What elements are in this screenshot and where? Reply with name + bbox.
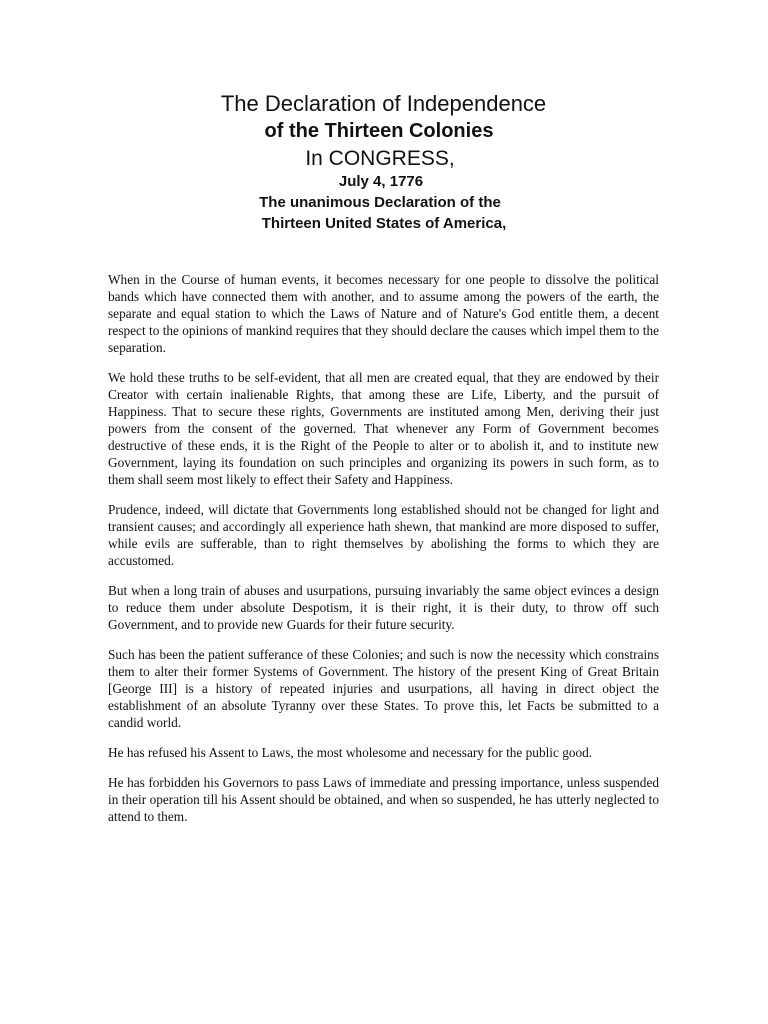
title-line-2: of the Thirteen Colonies bbox=[264, 120, 494, 142]
paragraph-6: He has refused his Assent to Laws, the most wholesome and necessary for the public good. bbox=[108, 745, 593, 760]
title-line-1: The Declaration of Independence bbox=[220, 91, 547, 116]
paragraph-7: He has forbidden his Governors to pass Laws of immediate and pressing importance, unless suspended in their operation till his Assent should be obtained, and when so suspended, he has utterly neglected to attend to them. bbox=[108, 775, 659, 824]
document-date: July 4, 1776 bbox=[338, 173, 424, 190]
paragraph-3: Prudence, indeed, will dictate that Governments long established should not be changed for light and transient causes; and accordingly all experience hath shewn, that mankind are more disposed to suffer, while evils are sufferable, than to right themselves by abolishing the forms to which they are accustomed. bbox=[108, 502, 659, 568]
subtitle-line-1: The unanimous Declaration of the bbox=[259, 194, 501, 211]
document-header bbox=[0, 90, 768, 234]
paragraph-1: When in the Course of human events, it becomes necessary for one people to dissolve the political bands which have connected them with another, and to assume among the powers of the earth, the separate and equal station to which the Laws of Nature and of Nature's God entitle them, a decent respect to the opinions of mankind requires that they should declare the causes which impel them to the separation. bbox=[108, 272, 659, 355]
paragraph-5: Such has been the patient sufferance of these Colonies; and such is now the necessity which constrains them to alter their former Systems of Government. The history of the present King of Great Britain [George III] is a history of repeated injuries and usurpations, all having in direct object the establishment of an absolute Tyranny over these States. To prove this, let Facts be submitted to a candid world. bbox=[108, 647, 659, 730]
title-line-3: In CONGRESS, bbox=[305, 147, 455, 170]
paragraph-4: But when a long train of abuses and usurpations, pursuing invariably the same object evinces a design to reduce them under absolute Despotism, it is their right, it is their duty, to throw off such Government, and to provide new Guards for their future security. bbox=[108, 583, 659, 632]
document-body bbox=[108, 271, 659, 838]
subtitle-line-2: Thirteen United States of America, bbox=[261, 215, 507, 232]
paragraph-2: We hold these truths to be self-evident, that all men are created equal, that they are endowed by their Creator with certain inalienable Rights, that among these are Life, Liberty, and the pursuit of Happiness. That to secure these rights, Governments are instituted among Men, deriving their just powers from the consent of the governed. That whenever any Form of Government becomes destructive of these ends, it is the Right of the People to alter or to abolish it, and to institute new Government, laying its foundation on such principles and organizing its powers in such form, as to them shall seem most likely to effect their Safety and Happiness. bbox=[108, 370, 659, 487]
